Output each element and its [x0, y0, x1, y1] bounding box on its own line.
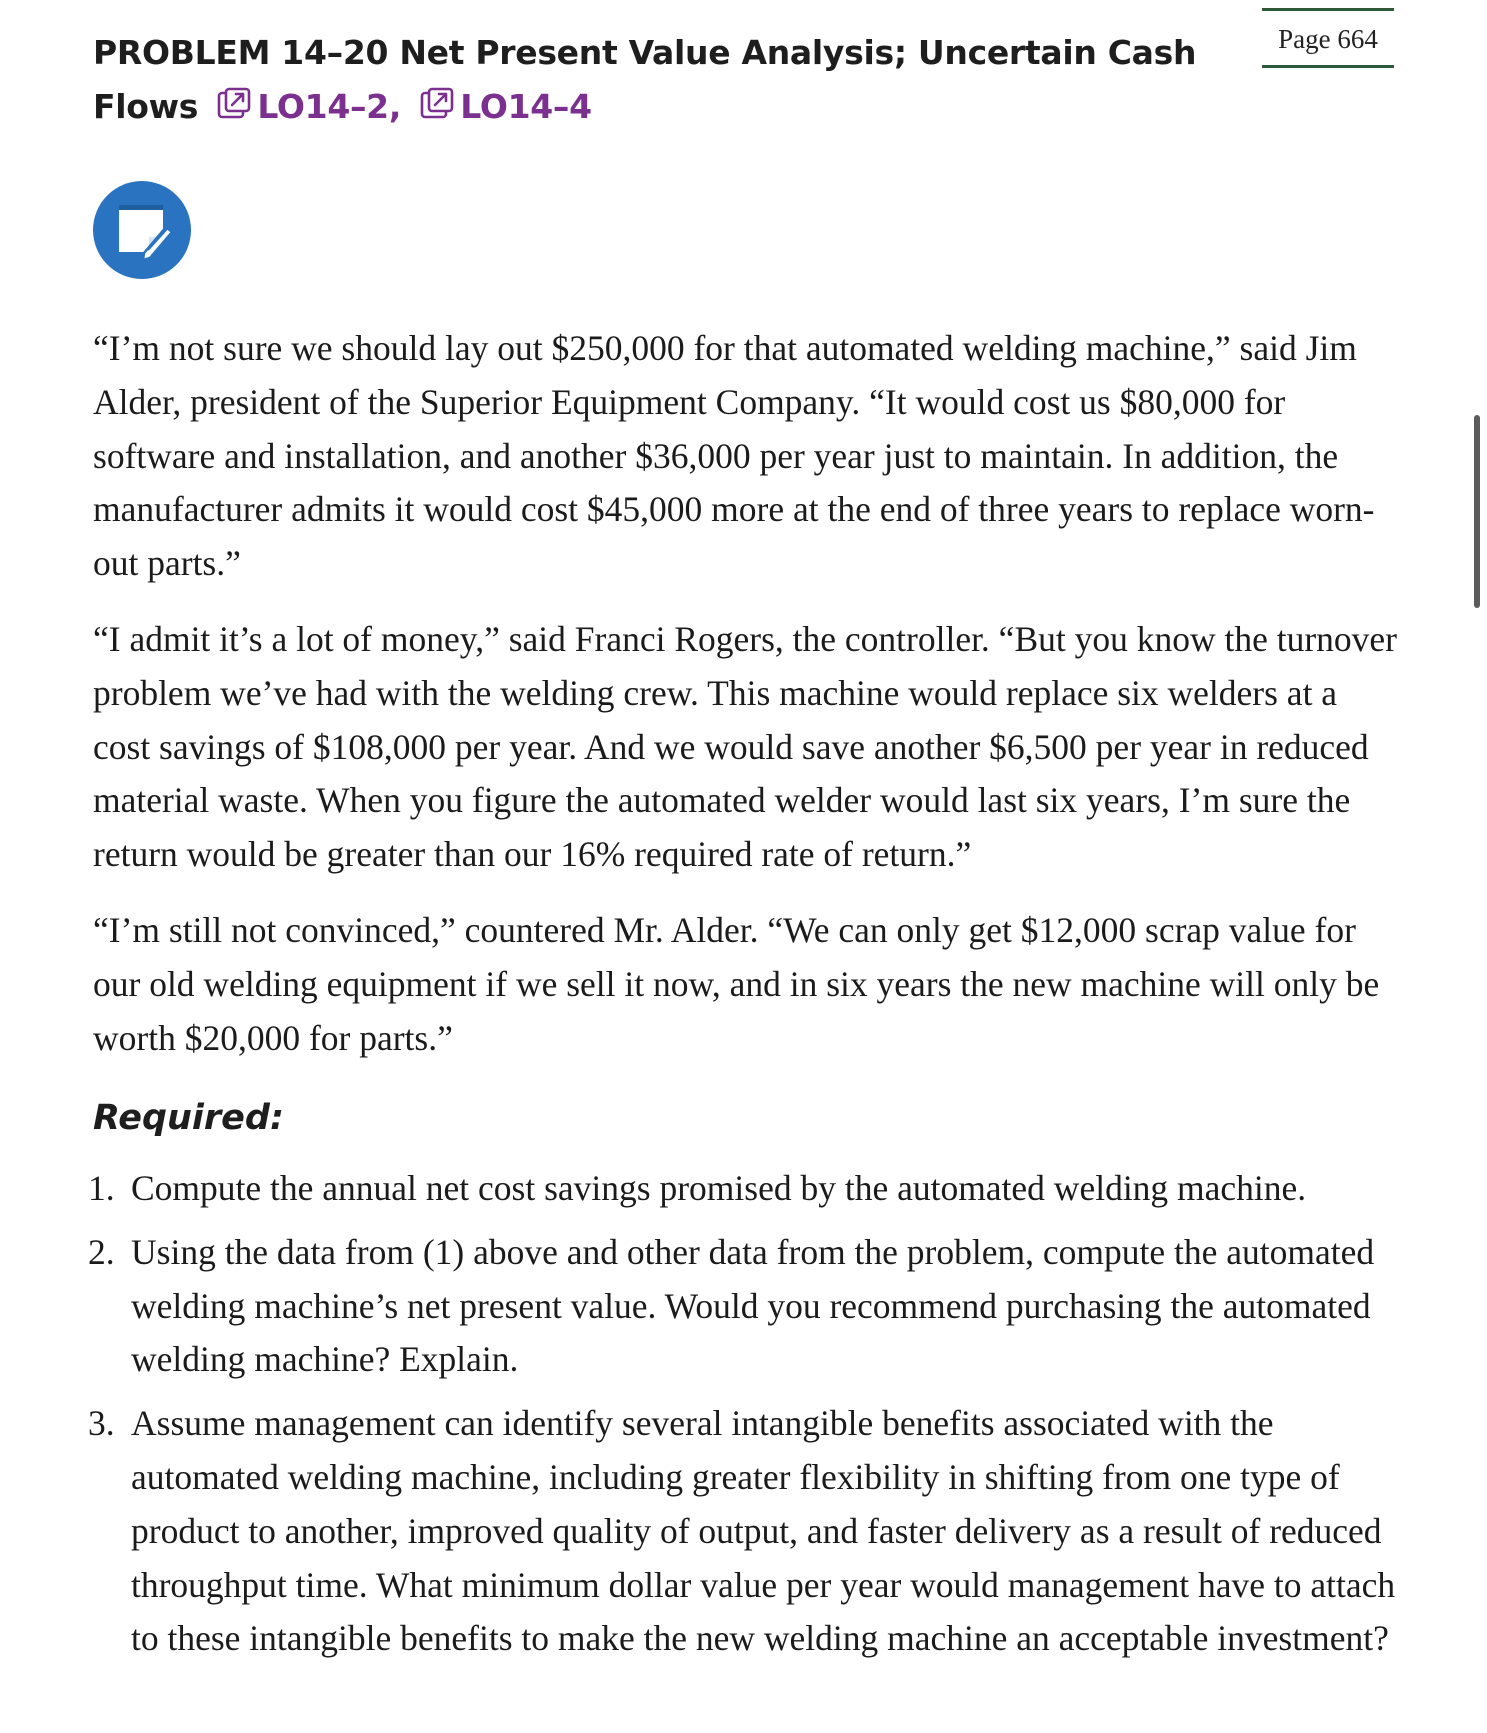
learning-objective-link-2[interactable]: LO14–4 — [460, 87, 592, 126]
paragraph: “I’m still not convinced,” countered Mr. Alder. “We can only get $12,000 scrap value for our old welding equipment if we sell it now, and in six years the new machine will only be worth $20,000 for parts.” — [93, 909, 1380, 1058]
notepad-pencil-icon — [92, 180, 192, 280]
item-number: 2. — [88, 1231, 115, 1272]
item-text: Assume management can identify several intangible benefits associated with the automated welding machine, including greater flexibility in shifting from one type of product to another, improved quality of output, and faster delivery as a result of reduced throughput time. What minimum dollar value per year would management have to attach to these intangible benefits to make the new welding machine an acceptable investment? — [131, 1403, 1396, 1659]
item-number: 1. — [88, 1168, 115, 1208]
external-link-icon[interactable] — [217, 87, 251, 121]
external-link-icon[interactable] — [420, 87, 454, 121]
list-item — [80, 1162, 1405, 1216]
item-text: Using the data from (1) above and other data from the problem, compute the automated welding machine’s net present value. Would you recommend purchasing the automated welding machine? Explain. — [131, 1231, 1375, 1380]
problem-title-text: PROBLEM 14–20 Net Present Value Analysis; Uncertain Cash Flows — [93, 33, 1197, 126]
required-list — [80, 1162, 1405, 1676]
problem-narrative — [93, 322, 1403, 1087]
required-heading: Required: — [93, 1098, 284, 1138]
list-item — [80, 1226, 1405, 1387]
list-item — [80, 1397, 1405, 1666]
learning-objective-link-1[interactable]: LO14–2, — [257, 87, 402, 126]
page-number-label: Page 664 — [1262, 8, 1394, 68]
paragraph: “I admit it’s a lot of money,” said Franci Rogers, the controller. “But you know the turnover problem we’ve had with the welding crew. This machine would replace six welders at a cost savings of $108,000 per year. And we would save another $6,500 per year in reduced material waste. When you figure the automated welder would last six years, I’m sure the return would be greater than our 16% required rate of return.” — [93, 618, 1398, 875]
item-number: 3. — [88, 1403, 115, 1444]
problem-title — [93, 26, 1223, 134]
item-text: Compute the annual net cost savings promised by the automated welding machine. — [131, 1168, 1307, 1208]
scrollbar-thumb[interactable] — [1474, 415, 1480, 608]
paragraph: “I’m not sure we should lay out $250,000 for that automated welding machine,” said Jim Alder, president of the Superior Equipment Company. “It would cost us $80,000 for software and installation, and another $36,000 per year just to maintain. In addition, the manufacturer admits it would cost $45,000 more at the end of three years to replace worn-out parts.” — [93, 328, 1375, 584]
